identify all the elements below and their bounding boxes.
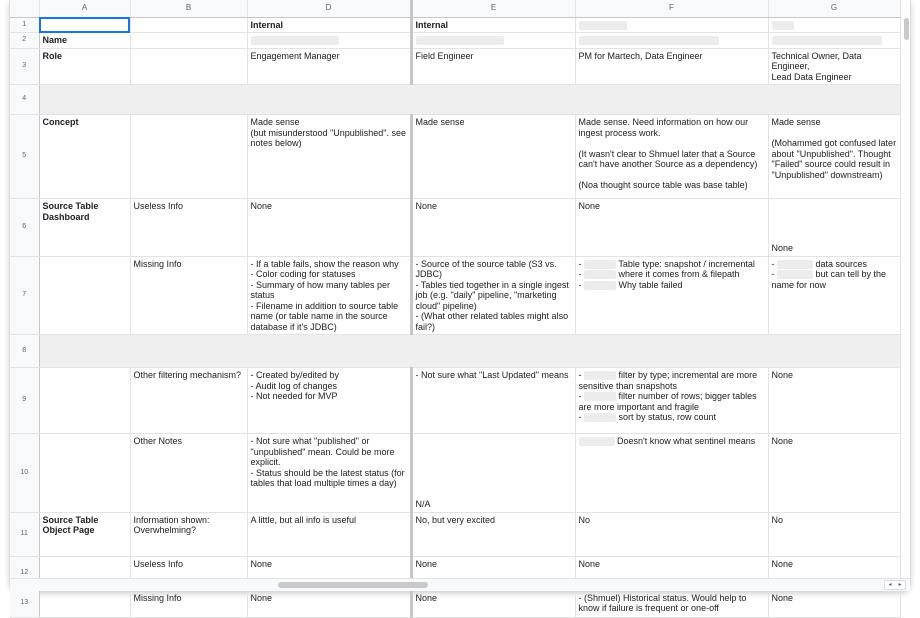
redacted-text (772, 36, 882, 45)
cell-text: sensitive than snapshots (578, 380, 678, 391)
horizontal-scroll-thumb[interactable] (278, 582, 428, 588)
table-row (10, 115, 900, 199)
redacted-text (579, 21, 627, 30)
cell-line: - filter by type; incremental are more (578, 370, 758, 380)
cell-f[interactable]: PM for Martech, Data Engineer (575, 48, 768, 85)
cell-f[interactable]: None (575, 556, 768, 590)
redacted-text (584, 270, 616, 279)
cell-d[interactable]: A little, but all info is useful (247, 512, 411, 556)
cell-e[interactable]: Internal (411, 17, 575, 33)
redacted-text (579, 437, 615, 446)
table-row (10, 199, 900, 257)
cell-d[interactable]: Internal (247, 17, 411, 33)
cell-line: - Table type: snapshot / incremental (578, 258, 755, 269)
redacted-text (584, 281, 616, 290)
table-row (10, 85, 900, 115)
table-row (10, 512, 900, 556)
cell-line: - filter number of rows; bigger tables (578, 391, 757, 401)
cell-f[interactable]: No (575, 512, 768, 556)
row-header[interactable]: 12 (10, 556, 39, 590)
cell-g[interactable]: Technical Owner, Data Engineer, Lead Data Engineer (768, 48, 900, 85)
cell-e[interactable]: - Source of the source table (S3 vs. JDBC) - Tables tied together in a single ingest job (e.g. "daily" pipeline, "marketing cloud" pipeline) - (What other related tables might also fail?) (411, 256, 575, 335)
redacted-text (772, 21, 794, 30)
row-header[interactable]: 13 (10, 590, 39, 617)
scroll-left-icon[interactable]: ◂ (888, 582, 892, 588)
row-header[interactable]: 8 (10, 335, 39, 368)
row-header[interactable]: 11 (10, 512, 39, 556)
cell-b[interactable]: Other Notes (130, 434, 247, 513)
cell-f[interactable]: None (575, 199, 768, 257)
cell-b[interactable]: Missing Info (130, 590, 247, 617)
table-row (10, 590, 900, 617)
row-header[interactable]: 7 (10, 256, 39, 335)
cell-line: - but can tell by the (771, 269, 887, 279)
cell-e[interactable]: Field Engineer (411, 48, 575, 85)
table-row (10, 48, 900, 85)
cell-e[interactable]: No, but very excited (411, 512, 575, 556)
row-header[interactable]: 5 (10, 115, 39, 199)
cell-f[interactable] (575, 434, 768, 513)
redacted-text (584, 413, 616, 422)
cell-text: Why table failed (618, 279, 683, 290)
cell-line: - data sources (771, 258, 868, 269)
cell-g[interactable] (768, 256, 900, 335)
cell-g[interactable] (768, 17, 900, 33)
table-row (10, 17, 900, 33)
cell-e[interactable]: None (411, 590, 575, 617)
cell-line: - sort by status, row count (578, 412, 717, 422)
cell-a[interactable] (39, 368, 130, 434)
cell-e[interactable]: N/A (411, 434, 575, 513)
cell-text: but can tell by the (815, 269, 887, 279)
cell-g[interactable]: None (768, 368, 900, 434)
cell-a[interactable]: Role (39, 48, 130, 85)
cell-d[interactable] (247, 33, 411, 49)
row-header[interactable]: 1 (10, 17, 39, 33)
redacted-text (777, 260, 813, 269)
cell-e[interactable]: None (411, 556, 575, 590)
redacted-text (584, 260, 616, 269)
cell-f[interactable]: Made sense. Need information on how our ingest process work. (It wasn't clear to Shmuel later that a Source can't have another Source as a dependency) (Noa thought source table was base table) (575, 115, 768, 199)
cell-b[interactable]: Missing Info (130, 256, 247, 335)
cell-text: sort by status, row count (618, 412, 717, 422)
cell-b[interactable]: Useless Info (130, 199, 247, 257)
cell-f[interactable] (575, 256, 768, 335)
cell-f[interactable] (575, 33, 768, 49)
cell-g[interactable]: None (768, 556, 900, 590)
cell-b[interactable] (130, 17, 247, 33)
cell-b[interactable]: Other filtering mechanism? (130, 368, 247, 434)
cell-d[interactable]: - Not sure what "published" or "unpublished" mean. Could be more explicit. - Status should be the latest status (for tables that load multiple times a day) (247, 434, 411, 513)
sheet-table (10, 0, 901, 618)
cell-d[interactable]: Engagement Manager (247, 48, 411, 85)
horizontal-scrollbar[interactable] (10, 578, 910, 591)
cell-a[interactable] (39, 590, 130, 617)
cell-d[interactable]: None (247, 556, 411, 590)
cell-g[interactable]: Made sense (Mohammed got confused later about "Unpublished". Thought "Failed" source could result in "Unpublished" downstream) (768, 115, 900, 199)
cell-b[interactable]: Information shown: Overwhelming? (130, 512, 247, 556)
column-header-d[interactable]: D (247, 0, 411, 17)
row-header[interactable]: 9 (10, 368, 39, 434)
cell-e[interactable] (411, 33, 575, 49)
cell-line: - where it comes from & filepath (578, 269, 740, 279)
cell-a[interactable]: Concept (39, 115, 130, 199)
cell-text: where it comes from & filepath (618, 269, 740, 279)
cell-d[interactable]: None (247, 590, 411, 617)
column-header-a[interactable]: A (39, 0, 130, 17)
cell-text: Doesn't know what sentinel means (617, 436, 756, 446)
column-header-f[interactable]: F (575, 0, 768, 17)
cell-text: filter by type; incremental are more (618, 370, 758, 380)
cell-b[interactable] (130, 115, 247, 199)
cell-d[interactable]: None (247, 199, 411, 257)
redacted-text (579, 36, 719, 45)
cell-text: Table type: snapshot / incremental (618, 258, 755, 269)
vertical-scrollbar[interactable] (902, 0, 910, 578)
section-divider-cell[interactable] (39, 335, 900, 368)
cell-a[interactable]: Source Table Object Page (39, 512, 130, 556)
column-header-row (10, 0, 900, 17)
cell-line: - Why table failed (578, 279, 683, 290)
table-row (10, 33, 900, 49)
cell-text: name for now (771, 279, 827, 290)
cell-d[interactable]: Made sense (but misunderstood "Unpublished". see notes below) (247, 115, 411, 199)
redacted-text (584, 392, 616, 401)
cell-f[interactable]: - (Shmuel) Historical status. Would help to know if failure is frequent or one-off (575, 590, 768, 617)
row-header[interactable]: 4 (10, 85, 39, 115)
cell-f[interactable] (575, 368, 768, 434)
cell-g[interactable]: No (768, 512, 900, 556)
column-header-e[interactable]: E (411, 0, 575, 17)
table-row (10, 256, 900, 335)
cell-b[interactable] (130, 48, 247, 85)
cell-a[interactable] (39, 17, 130, 33)
row-header[interactable]: 3 (10, 48, 39, 85)
cell-e[interactable]: None (411, 199, 575, 257)
spreadsheet-grid (10, 0, 910, 613)
cell-b[interactable] (130, 33, 247, 49)
cell-text: data sources (815, 258, 868, 269)
cell-a[interactable] (39, 434, 130, 513)
vertical-scroll-thumb[interactable] (904, 18, 909, 40)
cell-b[interactable]: Useless Info (130, 556, 247, 590)
cell-g[interactable]: None (768, 199, 900, 257)
redacted-text (251, 36, 339, 45)
cell-e[interactable]: Made sense (411, 115, 575, 199)
cell-a[interactable]: Name (39, 33, 130, 49)
row-header[interactable]: 2 (10, 33, 39, 49)
table-row (10, 368, 900, 434)
column-header-g[interactable]: G (768, 0, 900, 17)
cell-a[interactable]: Source Table Dashboard (39, 199, 130, 257)
redacted-text (777, 270, 813, 279)
select-all-corner[interactable] (10, 0, 39, 17)
row-header[interactable]: 6 (10, 199, 39, 257)
cell-a[interactable] (39, 256, 130, 335)
table-row (10, 434, 900, 513)
spreadsheet-window (9, 0, 911, 613)
cell-g[interactable]: None (768, 590, 900, 617)
column-header-b[interactable]: B (130, 0, 247, 17)
scroll-arrows (884, 580, 906, 590)
scroll-right-icon[interactable]: ▸ (898, 582, 902, 588)
cell-text: are more important and fragile (578, 401, 700, 412)
cell-e[interactable]: - Not sure what "Last Updated" means (411, 368, 575, 434)
redacted-text (416, 36, 504, 45)
cell-d[interactable]: - Created by/edited by - Audit log of changes - Not needed for MVP (247, 368, 411, 434)
cell-d[interactable]: - If a table fails, show the reason why - Color coding for statuses - Summary of how many tables per status - Filename in addition to source table name (or table name in the source database if it's JDBC) (247, 256, 411, 335)
cell-text: filter number of rows; bigger tables (618, 391, 757, 401)
row-header[interactable]: 10 (10, 434, 39, 513)
cell-g[interactable]: None (768, 434, 900, 513)
redacted-text (584, 371, 616, 380)
cell-g[interactable] (768, 33, 900, 49)
table-row (10, 335, 900, 368)
section-divider-cell[interactable] (39, 85, 900, 115)
cell-f[interactable] (575, 17, 768, 33)
